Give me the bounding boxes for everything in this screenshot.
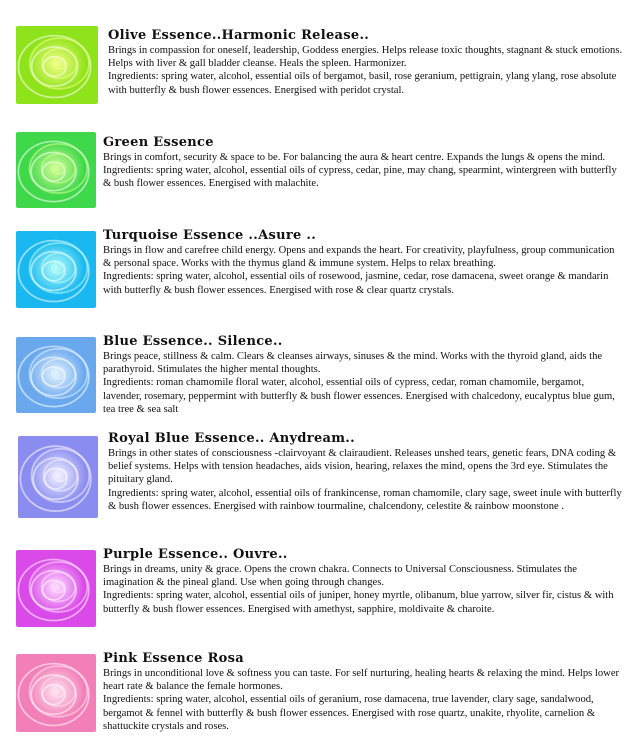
essence-title: Olive Essence..Harmonic Release..	[108, 28, 370, 43]
essence-description: Brings in unconditional love & softness you can taste. For self nurturing, healing hearts & relaxing the mind. Helps lower heart rate & balance the female hormones.	[103, 668, 620, 693]
blue-rose-image	[16, 337, 96, 413]
essence-ingredients: Ingredients: spring water, alcohol, essential oils of frankincense, roman chamomile, clary sage, sweet inule with butterfly & bush flower essences. Energised with rainbow tourmaline, chalcendony, celestite & rainbow moonstone .	[108, 487, 622, 512]
essence-title: Royal Blue Essence.. Anydream..	[108, 431, 355, 446]
essence-ingredients: Ingredients: spring water, alcohol, essential oils of bergamot, basil, rose geranium, pettigrain, ylang ylang, rose absolute with butterfly & bush flower essences. Energised with peridot crystal.	[108, 71, 617, 96]
royal-blue-rose-image	[18, 436, 98, 518]
essence-ingredients: Ingredients: spring water, alcohol, essential oils of rosewood, jasmine, cedar, rose damacena, sweet orange & mandarin with butterfly & bush flower essences. Energised with rose & clear quartz crystals.	[103, 271, 609, 296]
essence-title: Pink Essence Rosa	[103, 651, 244, 666]
essence-ingredients: Ingredients: roman chamomile floral water, alcohol, essential oils of cypress, cedar, roman chamomile, bergamot, lavender, rosemary, peppermint with butterfly & bush flower essences. Energised with chalcedony, eucalyptus blue gum, tea tree & sea salt	[103, 377, 615, 415]
essence-description: Brings in comfort, security & space to be. For balancing the aura & heart centre. Expands the lungs & opens the mind.	[103, 152, 606, 163]
essence-title: Blue Essence.. Silence..	[103, 334, 283, 349]
pink-rose-image	[16, 654, 96, 732]
essence-ingredients: Ingredients: spring water, alcohol, essential oils of geranium, rose damacena, true lavender, clary sage, sandalwood, bergamot & fennel with butterfly & bush flower essences. Energised with rose quartz, unakite, rhyolite, carnelion & shattuckite crystals and roses.	[103, 694, 596, 732]
essence-title: Green Essence	[103, 135, 214, 150]
essence-description: Brings in flow and carefree child energy. Opens and expands the heart. For creativity, playfulness, group communication & personal space. Works with the thymus gland & immune system. Helps to relax breathing.	[103, 245, 615, 270]
essence-description: Brings in other states of consciousness -clairvoyant & clairaudient. Releases unshed tears, genetic fears, DNA coding & belief systems. Helps with tension headaches, aids vision, hearing, relaxes the mind, opens the 3rd eye. Stimulates the pituitary gland.	[108, 448, 617, 486]
essence-ingredients: Ingredients: spring water, alcohol, essential oils of juniper, honey myrtle, olibanum, blue yarrow, silver fir, cistus & with butterfly & bush flower essences. Energised with amethyst, sapphire, moldivaite & charoite.	[103, 590, 614, 615]
turquoise-rose-image	[16, 231, 96, 308]
essence-description: Brings in compassion for oneself, leadership, Goddess energies. Helps release toxic thoughts, stagnant & stuck emotions. Helps with liver & gall bladder cleanse. Heals the spleen. Harmonizer.	[108, 45, 623, 70]
essence-description: Brings peace, stillness & calm. Clears & cleanses airways, sinuses & the mind. Works with the thyroid gland, aids the parathyroid. Stimulates the higher mental thoughts.	[103, 351, 603, 376]
olive-rose-image	[16, 26, 98, 104]
essence-ingredients: Ingredients: spring water, alcohol, essential oils of cypress, cedar, pine, may chang, spearmint, wintergreen with butterfly & bush flower essences. Energised with malachite.	[103, 165, 617, 190]
essence-title: Purple Essence.. Ouvre..	[103, 547, 288, 562]
essence-title: Turquoise Essence ..Asure ..	[103, 228, 317, 243]
essence-description: Brings in dreams, unity & grace. Opens the crown chakra. Connects to Universal Consciousness. Stimulates the imagination & the pineal gland. Use when going through changes.	[103, 564, 577, 589]
purple-rose-image	[16, 550, 96, 627]
green-rose-image	[16, 132, 96, 208]
